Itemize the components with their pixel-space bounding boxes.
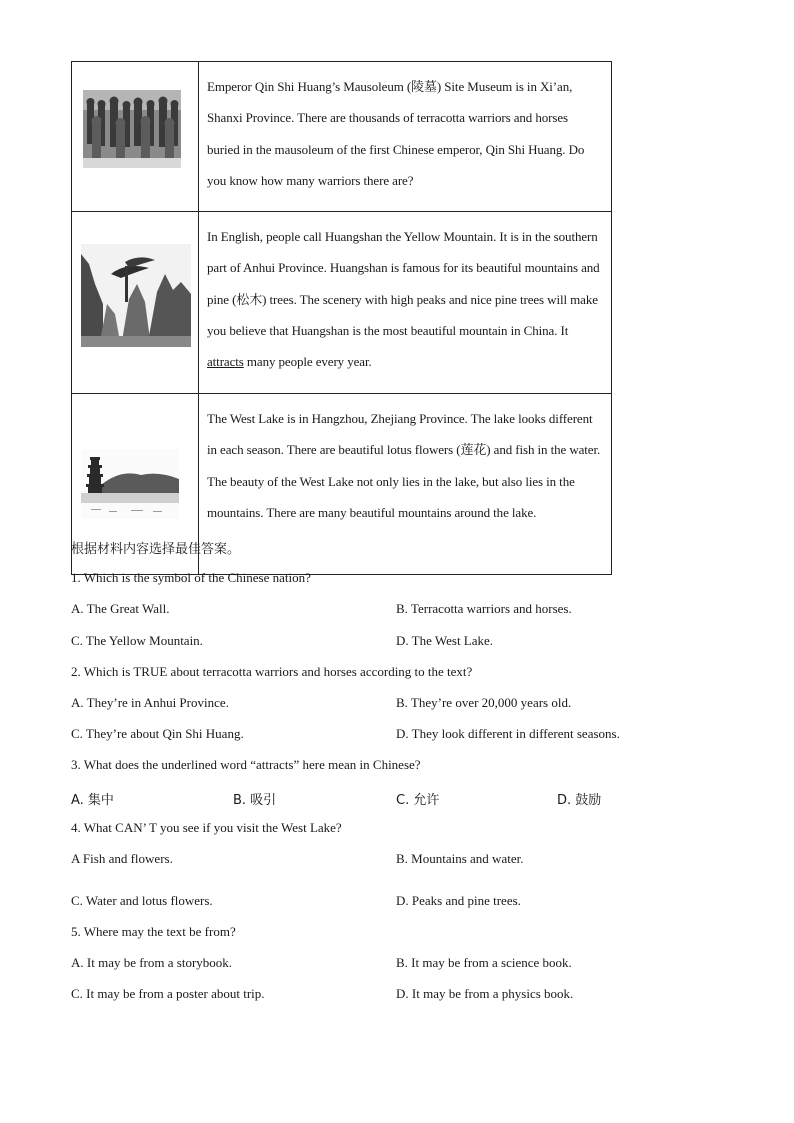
instruction-text: 根据材料内容选择最佳答案。 — [71, 542, 241, 557]
passage-row-huangshan — [72, 212, 612, 394]
question-1-stem: 1. Which is the symbol of the Chinese nation? — [71, 570, 311, 585]
question-4-option-a[interactable]: A Fish and flowers. — [71, 851, 173, 866]
question-2-option-a[interactable]: A. They’re in Anhui Province. — [71, 695, 229, 710]
terracotta-warriors-photo — [83, 90, 181, 168]
passage-huangshan-text — [199, 212, 612, 394]
passage-westlake-text — [199, 394, 612, 575]
question-2-option-c[interactable]: C. They’re about Qin Shi Huang. — [71, 726, 244, 741]
passage-image-cell — [72, 212, 199, 394]
question-4-stem: 4. What CAN’ T you see if you visit the West Lake? — [71, 820, 342, 835]
passage-huangshan-ending: many people every year. — [243, 354, 372, 370]
huangshan-pine-photo — [81, 244, 191, 347]
west-lake-pagoda-photo — [81, 449, 179, 519]
question-1-option-a[interactable]: A. The Great Wall. — [71, 601, 170, 616]
question-4-option-c[interactable]: C. Water and lotus flowers. — [71, 893, 213, 908]
passage-terracotta-body: Emperor Qin Shi Huang’s Mausoleum (陵墓) Site Museum is in Xi’an, Shanxi Province. There are thousands of terracotta warriors and horses buried in the mausoleum of the first Chinese emperor, Qin Shi Huang. Do you know how many warriors there are? — [207, 79, 585, 188]
question-4-option-d[interactable]: D. Peaks and pine trees. — [396, 893, 521, 908]
question-2-option-b[interactable]: B. They’re over 20,000 years old. — [396, 695, 572, 710]
passage-row-terracotta — [72, 62, 612, 212]
question-2-stem: 2. Which is TRUE about terracotta warriors and horses according to the text? — [71, 664, 473, 679]
question-1-option-b[interactable]: B. Terracotta warriors and horses. — [396, 601, 572, 616]
question-3-option-d[interactable]: D. 鼓励 — [557, 793, 602, 808]
question-3-option-c[interactable]: C. 允许 — [396, 793, 440, 808]
question-5-option-b[interactable]: B. It may be from a science book. — [396, 955, 572, 970]
question-2-option-d[interactable]: D. They look different in different seasons. — [396, 726, 620, 741]
passage-image-cell — [72, 62, 199, 212]
question-5-option-d[interactable]: D. It may be from a physics book. — [396, 986, 574, 1001]
underlined-word-attracts: attracts — [207, 354, 244, 370]
passage-terracotta-text — [199, 62, 612, 212]
question-3-option-a[interactable]: A. 集中 — [71, 793, 114, 808]
passage-huangshan-body: In English, people call Huangshan the Yellow Mountain. It is in the southern part of Anhui Province. Huangshan is famous for its beautiful mountains and pine (松木) trees. The scenery with high peaks and nice pine trees will make you believe that Huangshan is the most beautiful mountain in China. It — [207, 229, 600, 338]
question-3-stem: 3. What does the underlined word “attracts” here mean in Chinese? — [71, 757, 421, 772]
question-5-option-c[interactable]: C. It may be from a poster about trip. — [71, 986, 265, 1001]
question-4-option-b[interactable]: B. Mountains and water. — [396, 851, 524, 866]
question-1-option-c[interactable]: C. The Yellow Mountain. — [71, 633, 203, 648]
passage-westlake-body: The West Lake is in Hangzhou, Zhejiang Province. The lake looks different in each season. There are beautiful lotus flowers (莲花) and fish in the water. The beauty of the West Lake not only lies in the lake, but also lies in the mountains. There are many beautiful mountains around the lake. — [207, 411, 601, 520]
question-3-option-b[interactable]: B. 吸引 — [233, 793, 277, 808]
passage-table — [71, 61, 612, 575]
question-1-option-d[interactable]: D. The West Lake. — [396, 633, 494, 648]
question-5-option-a[interactable]: A. It may be from a storybook. — [71, 955, 233, 970]
question-5-stem: 5. Where may the text be from? — [71, 924, 236, 939]
